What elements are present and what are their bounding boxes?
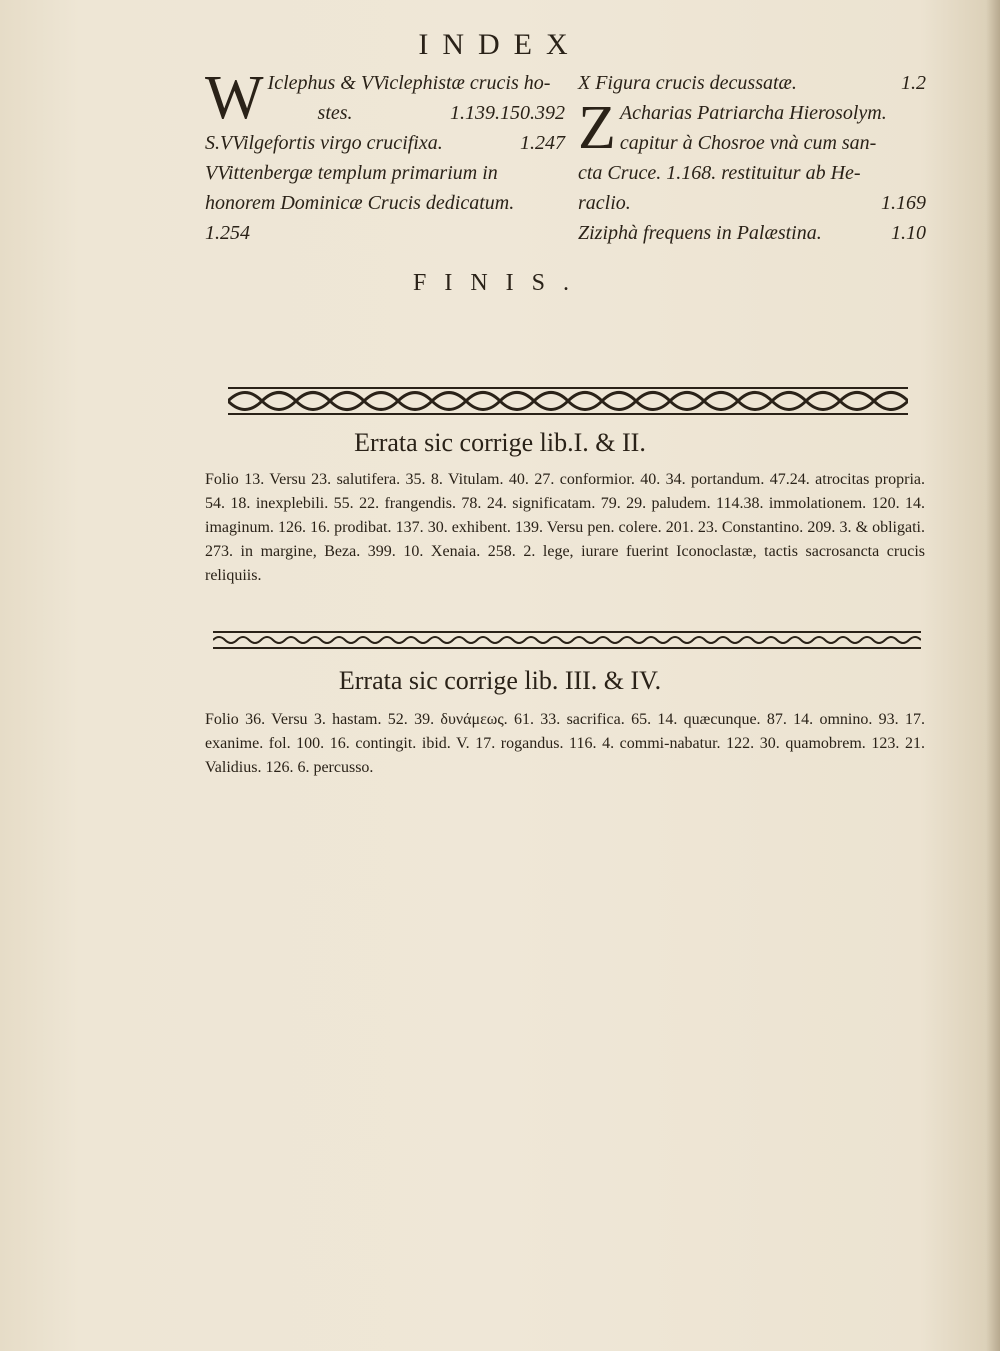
index-entry-text: 1.254 — [205, 222, 250, 244]
index-entry-page: 1.247 — [520, 132, 565, 154]
index-entry-page: 1.2 — [901, 72, 926, 94]
index-entry — [620, 128, 926, 158]
index-entry — [578, 218, 926, 248]
index-entry-text: X Figura crucis decussatæ. — [578, 72, 797, 94]
index-entry-text: S.VVilgefortis virgo crucifixa. — [205, 132, 443, 154]
index-entry — [620, 98, 926, 128]
index-column-right — [578, 68, 926, 248]
index-entry-page: 1.139.150.392 — [450, 102, 565, 124]
index-entry — [205, 128, 565, 158]
index-entry — [578, 188, 926, 218]
index-entry — [205, 158, 565, 188]
index-title: INDEX — [418, 28, 582, 61]
drop-cap-z: Z — [578, 94, 616, 162]
drop-cap-w: W — [205, 64, 264, 132]
index-entry — [205, 188, 565, 218]
errata-title-1: Errata sic corrige lib.I. & II. — [354, 428, 646, 457]
index-entry-text: raclio. — [578, 192, 631, 214]
index-entry-text: honorem Dominicæ Crucis dedicatum. — [205, 192, 515, 214]
index-entry — [205, 218, 565, 248]
index-entry-text: VVittenbergæ templum primarium in — [205, 162, 498, 184]
index-entry — [268, 68, 565, 98]
index-entry-text: stes. — [317, 102, 353, 124]
index-entry — [268, 98, 565, 128]
index-entry — [578, 68, 926, 98]
ornamental-rule — [213, 629, 921, 651]
index-entry-text: Ziziphà frequens in Palæstina. — [578, 222, 822, 244]
index-entry-page: 1.169 — [881, 192, 926, 214]
index-entry-page: 1.10 — [891, 222, 926, 244]
index-entry-text: Iclephus & VViclephistæ crucis ho- — [267, 72, 551, 94]
index-entry-text: Acharias Patriarcha Hierosolym. — [619, 102, 887, 124]
finis-heading: FINIS. — [412, 270, 587, 296]
index-column-left — [205, 64, 565, 248]
index-entry — [578, 158, 926, 188]
ornament-band — [228, 380, 908, 422]
errata-body-1: Folio 13. Versu 23. salutifera. 35. 8. Vitulam. 40. 27. conformior. 40. 34. portandum. 47.24. atrocitas propria. 54. 18. inexplebili. 55. 22. frangendis. 78. 24. significatam. 79. 29. paludem. 114.38. immolationem. 120. 14. imaginum. 126. 16. prodibat. 137. 30. exhibent. 139. Versu pen. colere. 201. 23. Constantino. 209. 3. & obligati. 273. in margine, Beza. 399. 10. Xenaia. 258. 2. lege, iurare fuerint Iconoclastæ, tactis sacrosancta crucis reliquiis. — [205, 471, 925, 584]
index-entry-text: cta Cruce. 1.168. restituitur ab He- — [578, 162, 861, 184]
errata-title-2: Errata sic corrige lib. III. & IV. — [338, 666, 662, 695]
index-entry-text: capitur à Chosroe vnà cum san- — [619, 132, 877, 154]
errata-body-2: Folio 36. Versu 3. hastam. 52. 39. δυνάμεως. 61. 33. sacrifica. 65. 14. quæcunque. 87. 14. omnino. 93. 17. exanime. fol. 100. 16. contingit. ibid. V. 17. rogandus. 116. 4. commi-nabatur. 122. 30. quamobrem. 123. 21. Validius. 126. 6. percusso. — [205, 711, 925, 776]
